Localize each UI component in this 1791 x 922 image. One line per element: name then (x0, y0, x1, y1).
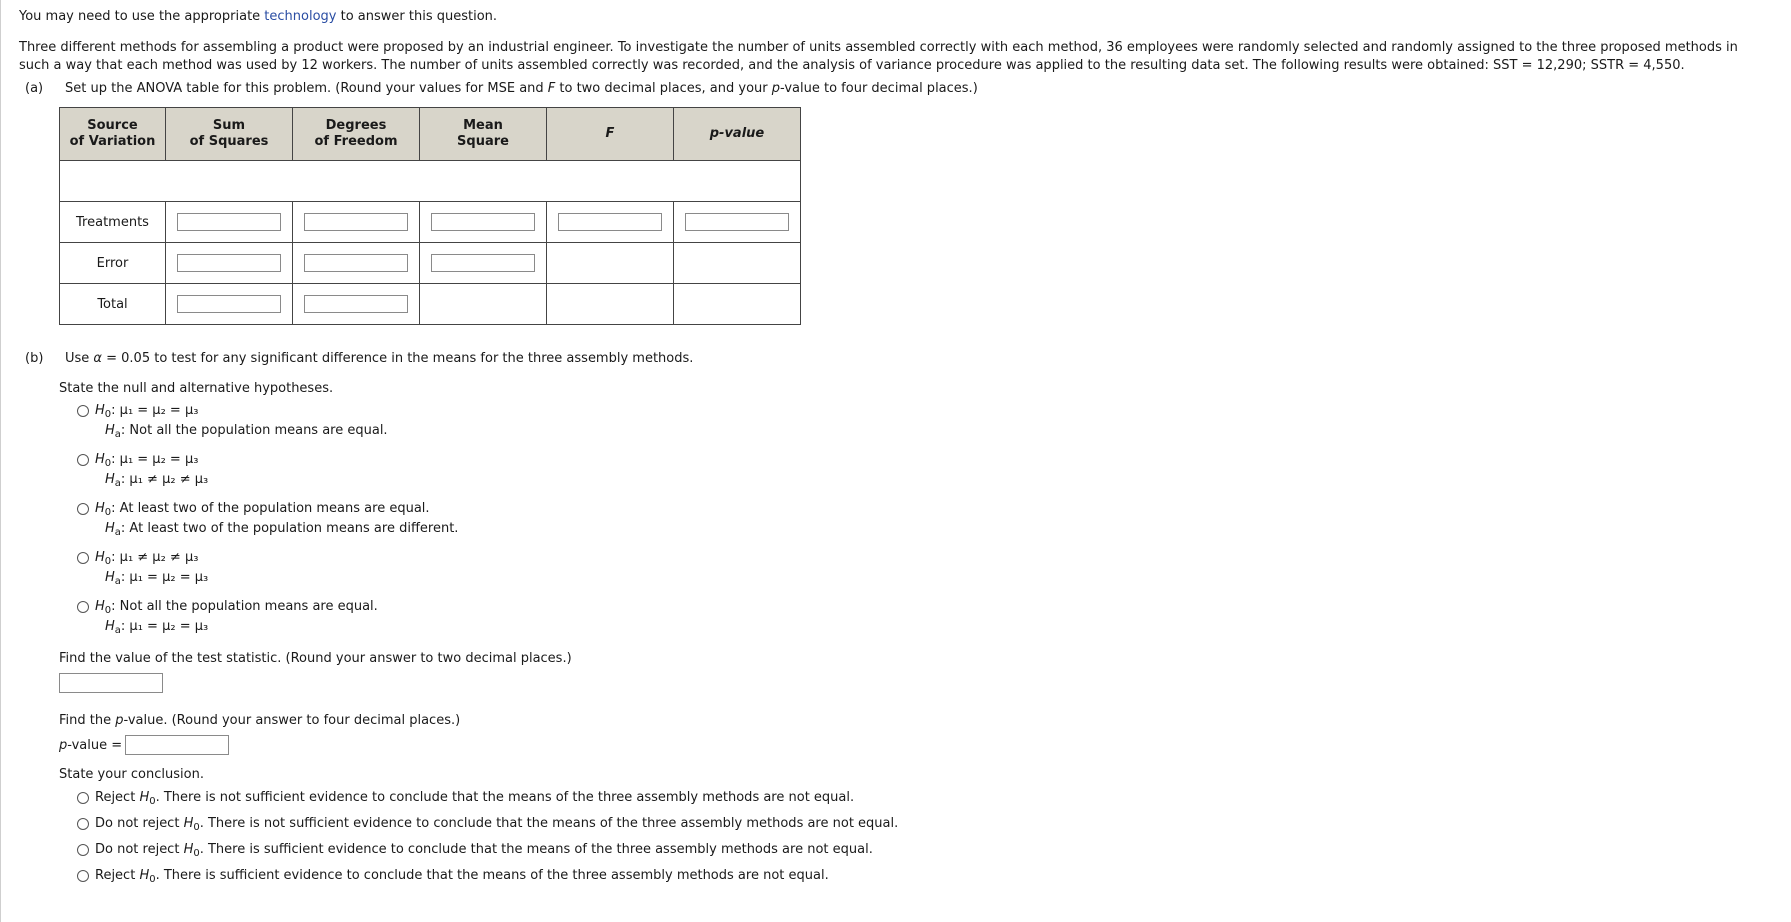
header-spacer-cell (60, 161, 801, 202)
hypothesis-option[interactable] (77, 598, 1787, 636)
test-statistic-prompt: Find the value of the test statistic. (Round your answer to two decimal places.) (59, 651, 572, 666)
pvalue-row (59, 735, 1787, 755)
h-symbol: H (139, 868, 150, 883)
treatments-ss-input[interactable] (177, 213, 281, 231)
alt-hypothesis (105, 520, 458, 538)
cell-treatments-ms (420, 202, 547, 243)
hypothesis-option[interactable] (77, 451, 1787, 489)
cell-error-ms (420, 243, 547, 284)
pvalue-prompt-p: p (115, 713, 124, 728)
null-hypothesis (95, 500, 458, 518)
pvalue-label-p: p (59, 737, 68, 753)
ha-text: : μ₁ = μ₂ = μ₃ (120, 570, 209, 585)
cell-total-ss (166, 284, 293, 325)
header-df-line2: of Freedom (314, 134, 398, 149)
h0-text: : μ₁ ≠ μ₂ ≠ μ₃ (111, 550, 199, 565)
part-a-label: (a) (25, 81, 44, 96)
part-a-text-f: F (547, 81, 556, 96)
treatments-pvalue-input[interactable] (685, 213, 789, 231)
header-df-line1: Degrees (325, 118, 387, 133)
radio-button[interactable] (77, 503, 89, 515)
hypothesis-option[interactable] (77, 549, 1787, 587)
radio-button[interactable] (77, 405, 89, 417)
h-symbol: H (105, 521, 115, 536)
header-ms-line2: Square (457, 134, 509, 149)
anova-table (59, 107, 801, 325)
part-b-body (59, 380, 1787, 885)
header-source-line1: Source (87, 118, 138, 133)
null-hypothesis (95, 402, 388, 420)
alt-hypothesis (105, 618, 378, 636)
alt-hypothesis (105, 422, 388, 440)
conclusion-reason: . There is not sufficient evidence to conclude that the means of the three assembly methods are not equal. (155, 790, 855, 805)
cell-treatments-ss (166, 202, 293, 243)
h-symbol: H (105, 619, 115, 634)
cell-treatments-df (293, 202, 420, 243)
problem-statement: Three different methods for assembling a product were proposed by an industrial engineer. To investigate the number of units assembled correctly with each method, 36 employees were randomly selected and randomly assigned to the three proposed methods in such a way that each method was used by 12 workers. The number of units assembled correctly was recorded, and the analysis of variance procedure was applied to the resulting data set. The following results were obtained: SST = 12,290; SSTR = 4,550. (19, 40, 1738, 73)
pvalue-prompt-2: -value. (Round your answer to four decimal places.) (123, 713, 461, 728)
treatments-f-input[interactable] (558, 213, 662, 231)
conclusion-option[interactable] (77, 841, 1787, 859)
treatments-ms-input[interactable] (431, 213, 535, 231)
conclusion-option[interactable] (77, 789, 1787, 807)
radio-button[interactable] (77, 552, 89, 564)
alt-hypothesis (105, 471, 208, 489)
part-a-text-3: -value to four decimal places.) (780, 81, 978, 96)
h0-subscript: 0 (104, 605, 112, 616)
h-symbol: H (95, 501, 105, 516)
h0-subscript: 0 (149, 796, 156, 807)
h-symbol: H (105, 570, 115, 585)
h-symbol: H (95, 403, 105, 418)
pvalue-prompt-1: Find the (59, 713, 116, 728)
conclusion-options (59, 789, 1787, 885)
ha-text: : At least two of the population means are different. (120, 521, 459, 536)
header-pvalue (674, 108, 801, 161)
total-ss-input[interactable] (177, 295, 281, 313)
intro-line (19, 8, 1787, 26)
ha-subscript: a (114, 478, 121, 489)
ha-subscript: a (114, 625, 121, 636)
pvalue-input[interactable] (125, 735, 229, 755)
cell-total-f-empty (547, 284, 674, 325)
h0-subscript: 0 (104, 556, 112, 567)
error-ss-input[interactable] (177, 254, 281, 272)
cell-error-f-empty (547, 243, 674, 284)
pvalue-prompt (59, 712, 1787, 730)
conclusion-decision: Do not reject (95, 816, 184, 831)
hypotheses-options (59, 402, 1787, 636)
row-label-error: Error (60, 243, 166, 284)
h-symbol: H (105, 423, 115, 438)
conclusion-text (95, 867, 829, 885)
h0-text: : μ₁ = μ₂ = μ₃ (111, 403, 199, 418)
ha-text: : μ₁ = μ₂ = μ₃ (120, 619, 209, 634)
h-symbol: H (105, 472, 115, 487)
h0-subscript: 0 (193, 822, 200, 833)
h-symbol: H (95, 452, 105, 467)
radio-button[interactable] (77, 844, 89, 856)
ha-subscript: a (114, 527, 121, 538)
h0-subscript: 0 (104, 409, 112, 420)
hypothesis-text (95, 402, 388, 440)
h-symbol: H (95, 599, 105, 614)
header-source-line2: of Variation (69, 134, 156, 149)
header-f (547, 108, 674, 161)
part-b-text-2: = 0.05 to test for any significant difference in the means for the three assembly methods. (102, 351, 694, 366)
header-ss-line1: Sum (212, 118, 246, 133)
error-df-input[interactable] (304, 254, 408, 272)
header-f-text: F (605, 126, 615, 141)
h0-text: : Not all the population means are equal. (111, 599, 378, 614)
radio-button[interactable] (77, 818, 89, 830)
conclusion-option[interactable] (77, 867, 1787, 885)
part-b-label: (b) (25, 351, 44, 366)
treatments-df-input[interactable] (304, 213, 408, 231)
null-hypothesis (95, 549, 208, 567)
hypothesis-text (95, 598, 378, 636)
alt-hypothesis (105, 569, 208, 587)
radio-button[interactable] (77, 792, 89, 804)
test-statistic-input[interactable] (59, 673, 163, 693)
conclusion-reason: . There is not sufficient evidence to conclude that the means of the three assembly methods are not equal. (199, 816, 899, 831)
header-ms (420, 108, 547, 161)
part-a-instructions (19, 81, 1787, 96)
header-ss-line2: of Squares (189, 134, 269, 149)
cell-error-pvalue-empty (674, 243, 801, 284)
part-a-text-p: p (771, 81, 781, 96)
part-a-text-1: Set up the ANOVA table for this problem. (Round your values for MSE and (65, 81, 548, 96)
part-b-text-1: Use (65, 351, 94, 366)
hypothesis-option[interactable] (77, 500, 1787, 538)
conclusion-decision: Reject (95, 868, 140, 883)
row-error (60, 243, 801, 284)
row-label-total: Total (60, 284, 166, 325)
h-symbol: H (139, 790, 150, 805)
cell-total-df (293, 284, 420, 325)
row-treatments (60, 202, 801, 243)
h-symbol: H (183, 816, 194, 831)
conclusion-option[interactable] (77, 815, 1787, 833)
h-symbol: H (95, 550, 105, 565)
h0-subscript: 0 (193, 848, 200, 859)
conclusion-text (95, 841, 873, 859)
header-df (293, 108, 420, 161)
h0-subscript: 0 (104, 458, 112, 469)
ha-subscript: a (114, 576, 121, 587)
header-spacer (60, 161, 801, 202)
cell-error-df (293, 243, 420, 284)
ha-subscript: a (114, 429, 121, 440)
h0-text: : μ₁ = μ₂ = μ₃ (111, 452, 199, 467)
cell-treatments-f (547, 202, 674, 243)
row-label-treatments: Treatments (60, 202, 166, 243)
conclusion-prompt: State your conclusion. (59, 767, 204, 782)
row-total (60, 284, 801, 325)
hypothesis-text (95, 500, 458, 538)
conclusion-reason: . There is sufficient evidence to conclude that the means of the three assembly methods are not equal. (199, 842, 873, 857)
test-statistic-row (59, 673, 1787, 693)
conclusion-decision: Reject (95, 790, 140, 805)
hypotheses-prompt: State the null and alternative hypotheses. (59, 381, 334, 396)
conclusion-text (95, 815, 898, 833)
cell-treatments-pvalue (674, 202, 801, 243)
ha-text: : Not all the population means are equal. (120, 423, 388, 438)
intro-text: You may need to use the appropriate (19, 9, 265, 24)
pvalue-label: -value = (67, 737, 123, 753)
header-pvalue-text: p-value (709, 126, 765, 141)
part-a-text-2: to two decimal places, and your (555, 81, 772, 96)
radio-button[interactable] (77, 454, 89, 466)
hypothesis-option[interactable] (77, 402, 1787, 440)
cell-total-ms-empty (420, 284, 547, 325)
header-source (60, 108, 166, 161)
null-hypothesis (95, 598, 378, 616)
ha-text: : μ₁ ≠ μ₂ ≠ μ₃ (120, 472, 209, 487)
hypothesis-text (95, 451, 208, 489)
total-df-input[interactable] (304, 295, 408, 313)
null-hypothesis (95, 451, 208, 469)
alpha-symbol: α (93, 351, 102, 366)
h0-text: : At least two of the population means are equal. (111, 501, 430, 516)
part-a-text (65, 81, 978, 96)
conclusion-text (95, 789, 854, 807)
cell-total-pvalue-empty (674, 284, 801, 325)
conclusion-reason: . There is sufficient evidence to conclude that the means of the three assembly methods are not equal. (155, 868, 829, 883)
radio-button[interactable] (77, 601, 89, 613)
h0-subscript: 0 (104, 507, 112, 518)
header-ss (166, 108, 293, 161)
technology-link[interactable]: technology (264, 9, 337, 24)
error-ms-input[interactable] (431, 254, 535, 272)
h-symbol: H (183, 842, 194, 857)
radio-button[interactable] (77, 870, 89, 882)
hypothesis-text (95, 549, 208, 587)
part-b-text (65, 351, 693, 366)
conclusion-decision: Do not reject (95, 842, 184, 857)
cell-error-ss (166, 243, 293, 284)
intro-text-end: to answer this question. (336, 9, 498, 24)
header-ms-line1: Mean (463, 118, 503, 133)
part-b-instructions (19, 351, 1787, 366)
h0-subscript: 0 (149, 874, 156, 885)
